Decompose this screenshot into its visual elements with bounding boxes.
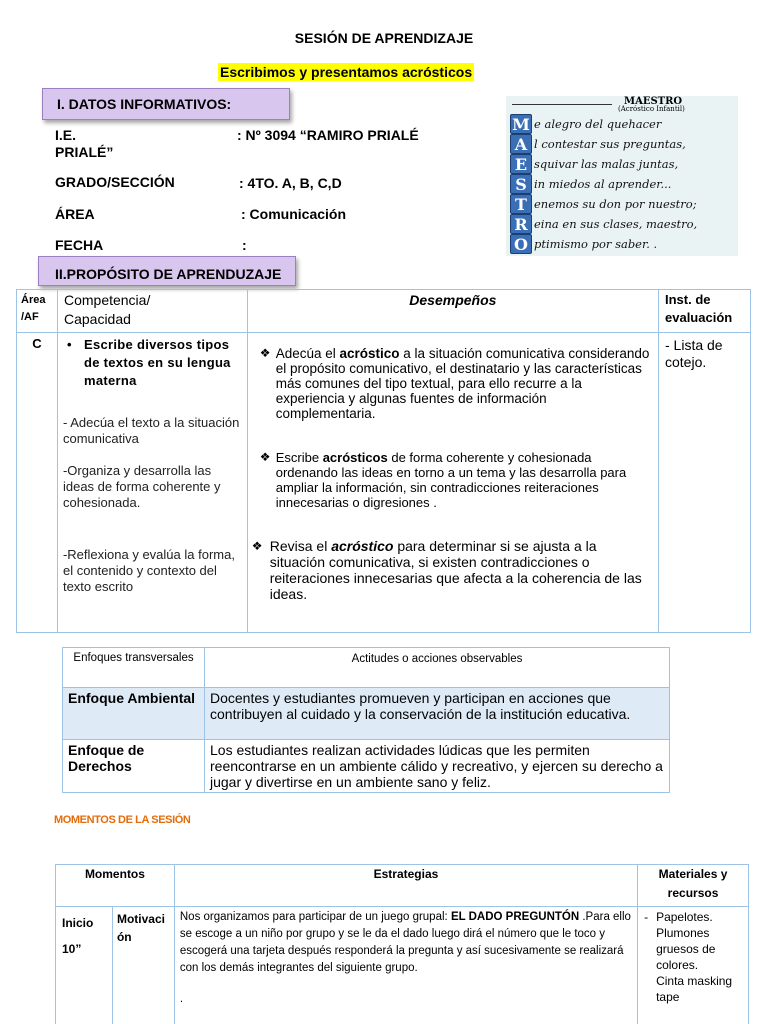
- cell-inst: - Lista de cotejo.: [659, 333, 751, 633]
- header-estrategias: Estrategias: [174, 865, 637, 907]
- acrostic-letter: O: [510, 234, 532, 254]
- table-row: [63, 688, 670, 740]
- acrostic-title: MAESTRO: [624, 96, 683, 107]
- header-materiales: Materiales y recursos: [638, 865, 749, 907]
- acrostic-text: enemos su don por nuestro;: [534, 197, 697, 211]
- acrostic-subtitle: (Acróstico Infantil): [618, 105, 685, 113]
- diamond-bullet-icon: ❖: [251, 539, 263, 553]
- diamond-bullet-icon: ❖: [259, 346, 271, 360]
- capacidad-3: -Reflexiona y evalúa la forma, el contenido y contexto del texto escrito: [62, 547, 235, 594]
- ie-value-cont: PRIALÉ”: [55, 144, 114, 160]
- acrostic-rule: [512, 104, 612, 105]
- acrostic-text: l contestar sus preguntas,: [534, 137, 686, 151]
- acrostic-header: [506, 96, 738, 112]
- area-label: ÁREA: [55, 206, 95, 222]
- table-row: [63, 740, 670, 793]
- inicio-tiempo: 10”: [62, 942, 82, 956]
- section-proposito: II.PROPÓSITO DE APRENDUZAJE: [38, 256, 296, 286]
- table-header-row: [17, 290, 751, 333]
- ie-label: I.E.: [55, 127, 77, 143]
- fecha-value: :: [242, 237, 247, 253]
- estrategia-text-a: Nos organizamos para participar de un juego grupal:: [179, 911, 451, 923]
- acrostic-line: [506, 114, 738, 135]
- table-row: [56, 907, 749, 1024]
- estrategia-text-c: .: [179, 993, 184, 1005]
- header-desempenos: Desempeños: [247, 290, 658, 333]
- cell-competencia: [57, 333, 247, 633]
- grado-value: : 4TO. A, B, C,D: [239, 175, 342, 191]
- table-header-row: [63, 648, 670, 688]
- session-subtitle: Escribimos y presentamos acrósticos: [220, 64, 473, 80]
- cell-area: C: [17, 333, 58, 633]
- cell-estrategias: [174, 907, 637, 1024]
- enfoque-name: Enfoque Ambiental: [63, 688, 205, 740]
- desempeno-3-text-b: para determinar si se ajusta a la situación comunicativa, si existen contradicciones o reiteraciones innecesarias que afecta a la coherencia de las ideas.: [269, 538, 642, 602]
- capacidad-1: - Adecúa el texto a la situación comunicativa: [62, 415, 240, 446]
- header-capacidad-label: Capacidad: [63, 311, 131, 327]
- acrostic-letter: E: [510, 154, 532, 174]
- capacidad-2: -Organiza y desarrolla las ideas de forma coherente y cohesionada.: [62, 463, 221, 510]
- header-enfoques: Enfoques transversales: [63, 648, 205, 688]
- enfoque-text: Los estudiantes realizan actividades lúdicas que les permiten reencontrarse en un ambiente cálido y recreativo, y ejercen su derecho a jugar y divertirse en un ambiente sano y feliz.: [205, 740, 670, 793]
- enfoques-table: [62, 647, 670, 793]
- enfoque-name: Enfoque de Derechos: [63, 740, 205, 793]
- inicio-label: Inicio: [62, 916, 94, 930]
- desempeno-2-text-a: Escribe: [275, 450, 323, 465]
- competencia-text: Escribe diversos tipos de textos en su lengua materna: [83, 337, 231, 388]
- acrostic-text: in miedos al aprender...: [534, 177, 672, 191]
- acrostic-text: eina en sus clases, maestro,: [534, 217, 698, 231]
- desempeno-1-text-b: a la situación comunicativa considerando el propósito comunicativo, el destinatario y las características más comunes del tipo textual, para ello recurre a la experiencia y algunas fuentes de información complementaria.: [275, 346, 650, 421]
- material-item: Cinta masking tape: [656, 974, 733, 1004]
- table-header-row: [56, 865, 749, 907]
- enfoque-text: Docentes y estudiantes promueven y participan en acciones que contribuyen al cuidado y la conservación de la institución educativa.: [205, 688, 670, 740]
- acrostic-letter: A: [510, 134, 532, 154]
- acrostic-letter: S: [510, 174, 532, 194]
- acrostic-letter: M: [510, 114, 532, 134]
- header-area: Área /AF: [17, 290, 58, 333]
- momentos-table: [55, 864, 749, 1024]
- bullet-icon: •: [66, 337, 72, 352]
- section-datos-informativos: I. DATOS INFORMATIVOS:: [42, 88, 290, 120]
- desempeno-2-text-b: de forma coherente y cohesionada ordenando las ideas en torno a un tema y las desarrolla para ampliar la información, sin contradicciones reiteraciones innecesarias o digresiones .: [275, 450, 627, 510]
- acrostic-line: [506, 134, 738, 155]
- desempeno-2: [252, 450, 650, 510]
- acrostic-text: e alegro del quehacer: [534, 117, 662, 131]
- acrostic-line: [506, 214, 738, 235]
- header-actitudes: Actitudes o acciones observables: [205, 648, 670, 688]
- acrostic-letter: R: [510, 214, 532, 234]
- page-title: SESIÓN DE APRENDIZAJE: [294, 30, 474, 46]
- diamond-bullet-icon: ❖: [259, 450, 271, 464]
- grado-label: GRADO/SECCIÓN: [55, 174, 175, 190]
- ie-value: : Nº 3094 “RAMIRO PRIALÉ: [237, 127, 419, 143]
- cell-inicio: [56, 907, 113, 1024]
- material-item: Papelotes.: [656, 910, 713, 924]
- acrostic-line: [506, 234, 738, 255]
- competencia-bullet: [63, 336, 242, 390]
- header-competencia-label: Competencia/: [63, 292, 151, 308]
- cell-fase: Motivación: [112, 907, 174, 1024]
- desempeno-3-bold: acróstico: [331, 538, 394, 554]
- desempeno-3: [252, 538, 650, 602]
- estrategia-text-b: .Para ello se escoge a un niño por grupo y se le da el dado luego dirá el número que le toco y escogerá una tarjeta después responderá la pregunta y así sucesivamente se realizará con los demás integrantes del siguiente grupo.: [179, 911, 631, 974]
- acrostic-letter: T: [510, 194, 532, 214]
- header-momentos: Momentos: [56, 865, 175, 907]
- acrostic-image: [506, 96, 738, 256]
- acrostic-line: [506, 154, 738, 175]
- material-item: Plumones gruesos de colores.: [656, 926, 716, 972]
- desempeno-1-bold: acróstico: [339, 346, 400, 361]
- area-value: : Comunicación: [241, 206, 347, 222]
- acrostic-text: ptimismo por saber. .: [534, 237, 658, 251]
- dash-bullet-icon: -: [644, 910, 649, 924]
- header-inst: Inst. de evaluación: [659, 290, 751, 333]
- desempeno-2-bold: acrósticos: [322, 450, 388, 465]
- table-row: [17, 333, 751, 633]
- cell-materiales: [638, 907, 749, 1024]
- desempeno-1-text-a: Adecúa el: [275, 346, 340, 361]
- acrostic-text: squivar las malas juntas,: [534, 157, 679, 171]
- estrategia-bold: EL DADO PREGUNTÓN: [450, 911, 580, 923]
- momentos-title: MOMENTOS DE LA SESIÓN: [54, 814, 191, 826]
- header-competencia: [57, 290, 247, 333]
- acrostic-line: [506, 174, 738, 195]
- acrostic-line: [506, 194, 738, 215]
- cell-desempenos: [247, 333, 658, 633]
- purpose-table: [16, 289, 751, 633]
- fecha-label: FECHA: [55, 237, 104, 253]
- desempeno-3-text-a: Revisa el: [269, 538, 332, 554]
- desempeno-1: [252, 346, 650, 421]
